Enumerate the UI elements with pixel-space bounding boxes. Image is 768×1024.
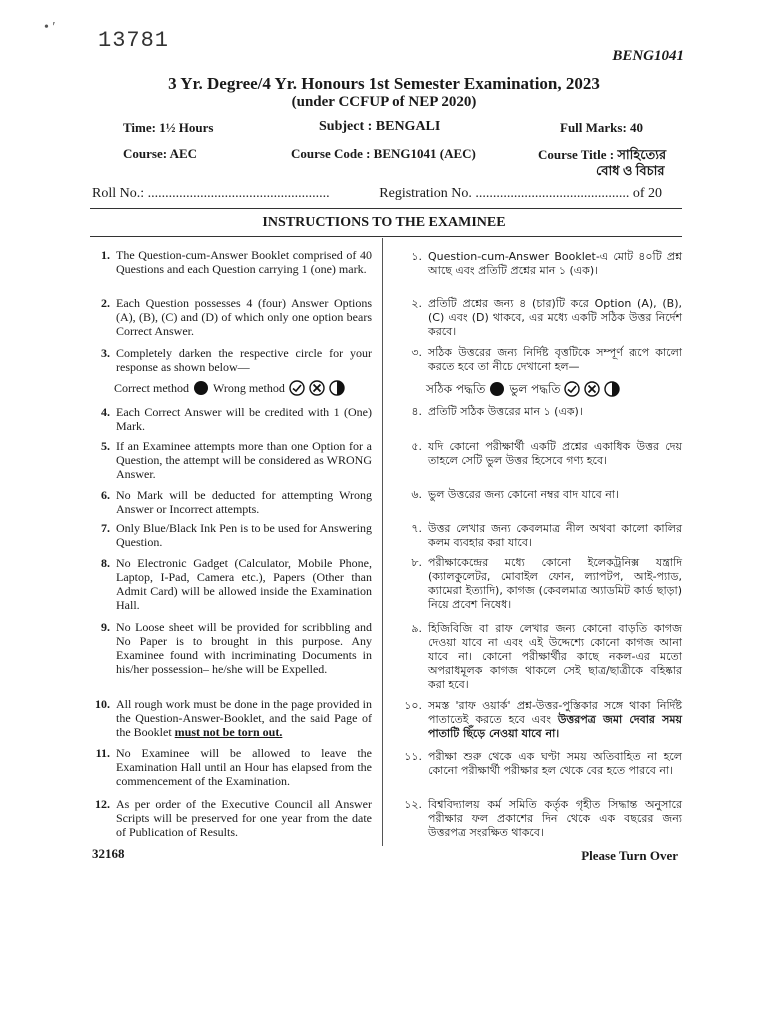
instruction-en-6: 6. No Mark will be deducted for attempting Wrong Answer or Incorrect attempts. bbox=[101, 488, 372, 516]
column-divider bbox=[382, 238, 383, 846]
instruction-bn-8: ৮. পরীক্ষাকেন্দ্রের মধ্যে কোনো ইলেকট্রনিক্স যন্ত্রাদি (ক্যালকুলেটর, মোবাইল ফোন, ল্যাপটপ, আই-প্যাড, ক্যামেরা ইত্যাদি), কাগজ (কেবলমাত্র অ্যাডমিট কার্ড ছাড়া) নিয়ে প্রবেশ নিষেধ। bbox=[411, 556, 682, 611]
wrong-method-label-bn: ভুল পদ্ধতি bbox=[509, 382, 561, 396]
instruction-en-11: 11. No Examinee will be allowed to leave the Examination Hall until an Hour has elapsed from the commencement of the Examination. bbox=[95, 746, 372, 788]
instructions-title: INSTRUCTIONS TO THE EXAMINEE bbox=[262, 215, 506, 230]
course-title-cont: বোধ ও বিচার bbox=[596, 163, 665, 178]
half-circle-icon bbox=[604, 381, 620, 397]
check-circle-icon bbox=[564, 381, 580, 397]
instruction-en-5: 5. If an Examinee attempts more than one Option for a Question, the attempt will be considered as WRONG Answer. bbox=[101, 439, 372, 481]
roll-no-field: Roll No.: .................................................... bbox=[92, 186, 330, 201]
course-label: Course: AEC bbox=[123, 146, 198, 161]
corner-marks: • ′ bbox=[44, 20, 56, 35]
handwritten-number: 13781 bbox=[98, 28, 170, 53]
instruction-en-4: 4. Each Correct Answer will be credited with 1 (One) Mark. bbox=[101, 405, 372, 433]
instruction-bn-12: ১২. বিশ্ববিদ্যালয় কর্ম সমিতি কর্তৃক গৃহীত সিদ্ধান্ত অনুসারে পরীক্ষার ফল প্রকাশের দিন থেকে এক বছরের জন্য উত্তরপত্র সংরক্ষিত থাকবে। bbox=[404, 798, 682, 839]
exam-title: 3 Yr. Degree/4 Yr. Honours 1st Semester Examination, 2023 bbox=[168, 74, 600, 93]
full-marks-label: Full Marks: 40 bbox=[560, 120, 644, 135]
instruction-en-12: 12. As per order of the Executive Council all Answer Scripts will be preserved for one year from the date of Publication of Results. bbox=[95, 797, 372, 839]
instruction-en-9: 9. No Loose sheet will be provided for scribbling and No Paper is to brought in this purpose. Any Examinee found with incriminating Documents in his/her possession– he/she will be Expelled. bbox=[101, 620, 372, 676]
instruction-en-10: 10. All rough work must be done in the page provided in the Question-Answer-Booklet, and the said Page of the Booklet must not be torn out. bbox=[95, 697, 372, 739]
emphasis-text: must not be torn out. bbox=[174, 725, 283, 739]
instruction-en-8: 8. No Electronic Gadget (Calculator, Mobile Phone, Laptop, I-Pad, Camera etc.), Papers (Other than Admit Card) will be allowed inside the Examination Hall. bbox=[101, 556, 372, 612]
emphasis-text-bn: উত্তরপত্র জমা দেবার সময় পাতাটি ছিঁড়ে নেওয়া যাবে না। bbox=[428, 713, 683, 740]
cross-circle-icon bbox=[584, 381, 600, 397]
filled-circle-icon bbox=[489, 381, 505, 397]
cross-circle-icon bbox=[309, 380, 325, 396]
roll-registration-line bbox=[92, 186, 662, 202]
instruction-bn-4: ৪. প্রতিটি সঠিক উত্তরের মান ১ (এক)। bbox=[411, 405, 583, 418]
correct-method-label-bn: সঠিক পদ্ধতি bbox=[426, 382, 486, 396]
instruction-bn-10: ১০. সমস্ত 'রাফ ওয়ার্ক' প্রশ্ন-উত্তর-পুস্তিকার সঙ্গে থাকা নির্দিষ্ট পাতাতেই করতে হবে এবং উত্তরপত্র জমা দেবার সময় পাতাটি ছিঁড়ে নেওয়া যাবে না। bbox=[404, 699, 683, 740]
instruction-en-7: 7. Only Blue/Black Ink Pen is to be used for Answering Question. bbox=[101, 521, 372, 549]
course-title-label: Course Title : সাহিত্যের bbox=[538, 147, 667, 162]
instruction-bn-2: ২. প্রতিটি প্রশ্নের জন্য ৪ (চার)টি করে Option (A), (B), (C) এবং (D) থাকবে, এর মধ্যে একটি সঠিক উত্তর নির্দেশ করবে। bbox=[411, 297, 682, 338]
instruction-bn-7: ৭. উত্তর লেখার জন্য কেবলমাত্র নীল অথবা কালো কালির কলম ব্যবহার করা যাবে। bbox=[411, 522, 682, 549]
footer-code: 32168 bbox=[92, 846, 125, 861]
registration-field: Registration No. ............................................ of 20 bbox=[379, 186, 662, 201]
instruction-bn-5: ৫. যদি কোনো পরীক্ষার্থী একটি প্রশ্নের একাধিক উত্তর দেয় তাহলে সেটি ভুল উত্তর হিসেবে গণ্য হবে। bbox=[411, 440, 682, 467]
paper-code: BENG1041 bbox=[612, 48, 684, 64]
check-circle-icon bbox=[289, 380, 305, 396]
instruction-bn-6: ৬. ভুল উত্তরের জন্য কোনো নম্বর বাদ যাবে না। bbox=[411, 488, 619, 501]
half-circle-icon bbox=[329, 380, 345, 396]
filled-circle-icon bbox=[193, 380, 209, 396]
instruction-en-1: 1. The Question-cum-Answer Booklet comprised of 40 Questions and each Question carrying 1 (one) mark. bbox=[101, 248, 372, 276]
instruction-en-2: 2. Each Question possesses 4 (four) Answer Options (A), (B), (C) and (D) of which only one option bears Correct Answer. bbox=[101, 296, 372, 338]
instruction-bn-1: ১. Question-cum-Answer Booklet-এ মোট ৪০টি প্রশ্ন আছে এবং প্রতিটি প্রশ্নের মান ১ (এক)। bbox=[411, 250, 682, 277]
turn-over-note: Please Turn Over bbox=[581, 848, 678, 863]
wrong-method-label: Wrong method bbox=[212, 381, 285, 395]
instruction-bn-11: ১১. পরীক্ষা শুরু থেকে এক ঘণ্টা সময় অতিবাহিত না হলে কোনো পরীক্ষার্থী পরীক্ষার হল থেকে বের হতে পারবে না। bbox=[404, 750, 682, 777]
method-example-en bbox=[90, 380, 372, 396]
instruction-bn-9: ৯. হিজিবিজি বা রাফ লেখার জন্য কোনো বাড়তি কাগজ দেওয়া যাবে না এবং এই উদ্দেশ্যে কোনো কাগজ আনা যাবে না। কোনো পরীক্ষার্থীর কাছে নকল-এর মতো অপরাধমূলক কাগজ থাকলে সেই ছাত্র/ছাত্রীকে বহিষ্কার করা হবে। bbox=[411, 622, 682, 691]
instruction-bn-3: ৩. সঠিক উত্তরের জন্য নির্দিষ্ট বৃত্তটিকে সম্পূর্ণ রূপে কালো করতে হবে তা নীচে দেখানো হল— bbox=[411, 346, 682, 373]
instruction-en-3: 3. Completely darken the respective circle for your response as shown below— bbox=[101, 346, 372, 374]
course-code-label: Course Code : BENG1041 (AEC) bbox=[291, 146, 476, 161]
instructions-divider bbox=[90, 236, 682, 237]
subject-label: Subject : BENGALI bbox=[319, 119, 441, 134]
time-label: Time: 1½ Hours bbox=[123, 120, 214, 135]
top-divider bbox=[90, 208, 682, 209]
exam-subtitle: (under CCFUP of NEP 2020) bbox=[291, 94, 477, 110]
correct-method-label: Correct method bbox=[114, 381, 189, 395]
method-example-bn bbox=[402, 381, 682, 397]
